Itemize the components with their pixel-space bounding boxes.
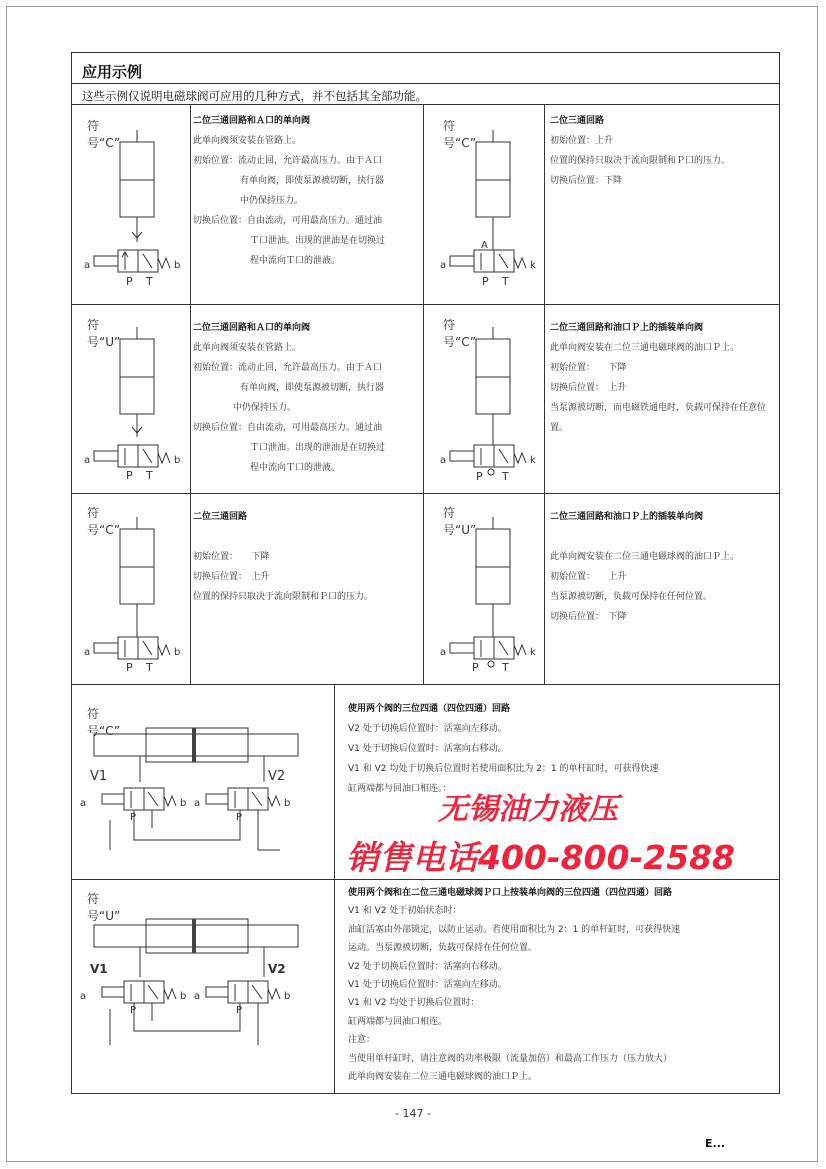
svg-text:V2: V2 [268,962,286,976]
svg-text:a: a [440,455,447,466]
symbol-label: 符号“C” [87,506,121,537]
svg-text:a: a [84,647,91,658]
svg-text:b: b [284,798,291,809]
cell-heading: 使用两个阀和在二位三通电磁球阀Ｐ口上按装单向阀的三位四通（四位四通）回路 [348,888,673,898]
svg-text:P: P [130,1005,137,1016]
svg-text:b: b [174,647,181,658]
svg-text:T: T [502,661,509,674]
svg-text:a: a [80,798,87,809]
svg-text:T: T [146,661,153,674]
cell-heading: 二位三通回路和Ａ口的单向阀 [193,116,311,126]
symbol-label: 符号“U” [87,892,121,923]
valve-circuit-diagram [436,327,541,483]
port-b-label: b [174,260,181,271]
cell-heading: 二位三通回路和油口Ｐ上的插装单向阀 [550,512,704,522]
cell-heading: 使用两个阀的三位四通（四位四通）回路 [348,704,511,714]
symbol-label: 符号“C” [87,119,121,150]
valve2-label: V2 [268,769,286,784]
cell-heading: 二位三通回路 [193,512,248,522]
symbol-label: 符号“C” [443,119,477,150]
cell-heading: 二位三通回路和Ａ口的单向阀 [193,323,311,333]
corner-mark: E... [705,1137,726,1150]
watermark-phone: 销售电话400-800-2588 [346,838,736,877]
svg-text:P: P [236,1005,243,1016]
svg-text:k: k [530,455,536,466]
port-a-label: a [84,260,91,271]
svg-text:b: b [180,798,187,809]
section-title: 应用示例 [82,63,143,81]
valve-circuit-diagram [80,130,185,295]
svg-text:P: P [482,275,489,288]
valve-circuit-diagram [436,130,541,295]
valve-circuit-diagram [436,517,541,672]
port-a-upper-label: A [481,240,488,251]
svg-text:P: P [126,469,133,482]
symbol-label: 符号“U” [443,506,477,537]
port-p-label: P [126,275,133,288]
valve1-label: V1 [90,769,108,784]
svg-text:k: k [530,647,536,658]
svg-text:a: a [440,260,447,271]
svg-text:T: T [146,469,153,482]
svg-text:b: b [174,455,181,466]
svg-text:a: a [194,798,201,809]
svg-text:k: k [530,260,536,271]
svg-text:T: T [502,470,509,483]
svg-text:b: b [180,991,187,1002]
svg-text:P: P [236,812,243,823]
svg-text:a: a [194,991,201,1002]
section-subtitle: 这些示例仅说明电磁球阀可应用的几种方式，并不包括其全部功能。 [82,89,427,103]
svg-text:T: T [502,275,509,288]
two-valve-circuit-diagram [80,905,320,1055]
valve-circuit-diagram [80,517,185,672]
svg-text:a: a [80,991,87,1002]
svg-text:a: a [84,455,91,466]
cell-heading: 二位三通回路和油口Ｐ上的插装单向阀 [550,323,704,333]
symbol-label: 符号“C” [443,318,477,349]
svg-text:b: b [284,991,291,1002]
two-valve-circuit-diagram [80,720,320,860]
port-t-label: T [146,275,153,288]
svg-text:a: a [440,647,447,658]
valve-circuit-diagram [80,327,185,482]
page-number: - 147 - [395,1107,431,1120]
svg-text:P: P [126,661,133,674]
svg-text:V1: V1 [90,962,108,976]
cell-heading: 二位三通回路 [550,116,605,126]
svg-text:P: P [130,812,137,823]
symbol-label: 符号“U” [87,318,121,349]
svg-text:P: P [472,661,479,674]
svg-text:P: P [476,470,483,483]
symbol-label: 符号“C” [87,707,121,738]
watermark-company: 无锡油力液压 [438,792,618,827]
